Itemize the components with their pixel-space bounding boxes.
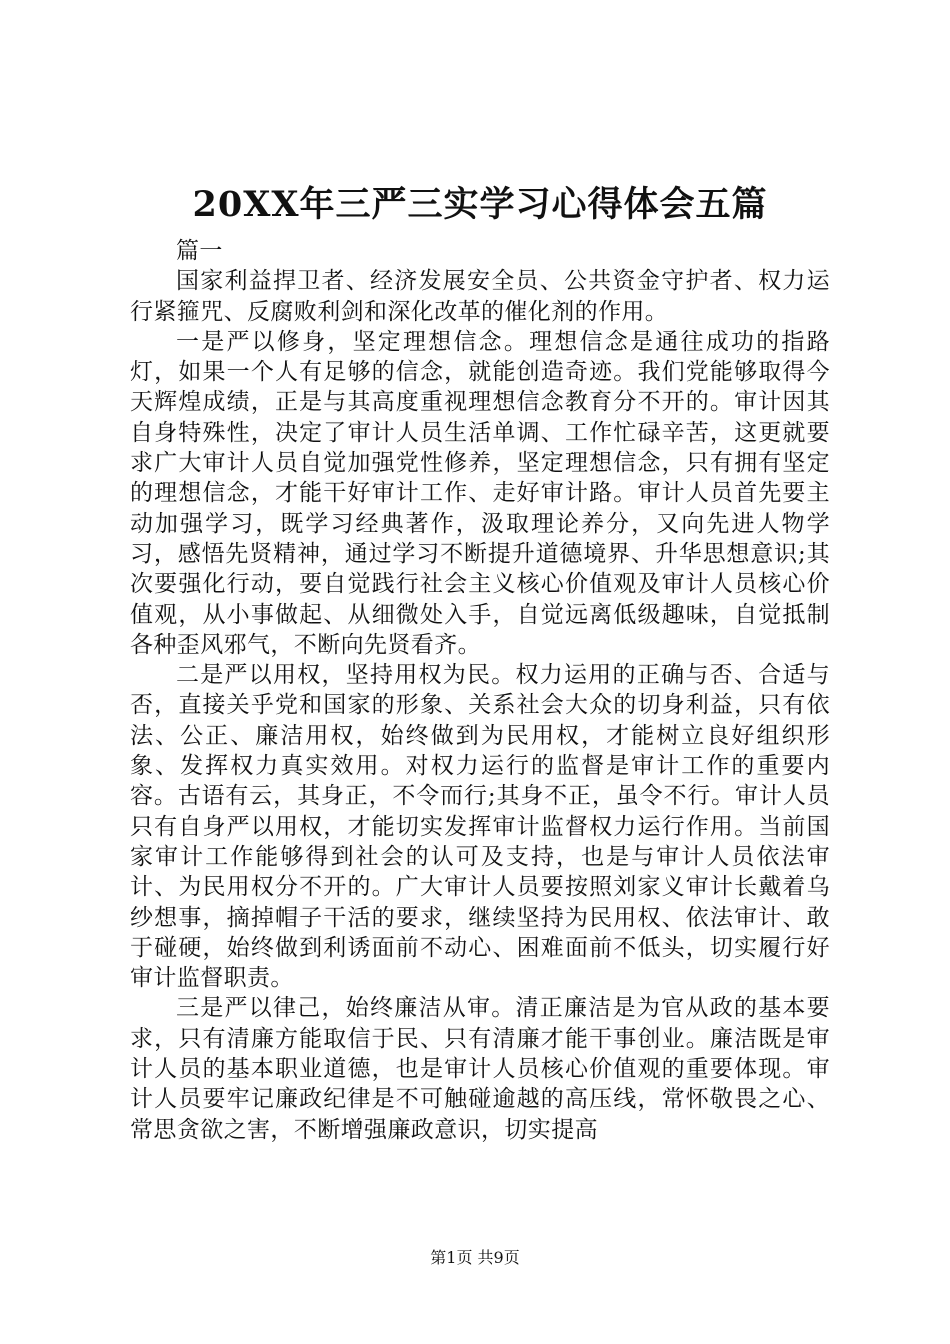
page-number-footer: 第1页 共9页 [430,1248,520,1267]
document-title: 20XX年三严三实学习心得体会五篇 [192,184,768,225]
paragraph: 二是严以用权，坚持用权为民。权力运用的正确与否、合适与否，直接关乎党和国家的形象、关系社会大众的切身利益，只有依法、公正、廉洁用权，始终做到为民用权，才能树立良好组织形象、发挥权力真实效用。对权力运行的监督是审计工作的重要内容。古语有云，其身正，不令而行;其身不正，虽令不行。审计人员只有自身严以用权，才能切实发挥审计监督权力运行作用。当前国家审计工作能够得到社会的认可及支持，也是与审计人员依法审计、为民用权分不开的。广大审计人员要按照刘家义审计长戴着乌纱想事，摘掉帽子干活的要求，继续坚持为民用权、依法审计、敢于碰硬，始终做到利诱面前不动心、困难面前不低头，切实履行好审计监督职责。 [130,662,830,992]
paragraph: 三是严以律己，始终廉洁从审。清正廉洁是为官从政的基本要求，只有清廉方能取信于民、只有清廉才能干事创业。廉洁既是审计人员的基本职业道德，也是审计人员核心价值观的重要体现。审计人员要牢记廉政纪律是不可触碰逾越的高压线，常怀敬畏之心、常思贪欲之害，不断增强廉政意识，切实提高 [130,995,830,1143]
paragraph: 一是严以修身，坚定理想信念。理想信念是通往成功的指路灯，如果一个人有足够的信念，就能创造奇迹。我们党能够取得今天辉煌成绩，正是与其高度重视理想信念教育分不开的。审计因其自身特殊性，决定了审计人员生活单调、工作忙碌辛苦，这更就要求广大审计人员自觉加强党性修养，坚定理想信念，只有拥有坚定的理想信念，才能干好审计工作、走好审计路。审计人员首先要主动加强学习，既学习经典著作，汲取理论养分，又向先进人物学习，感悟先贤精神，通过学习不断提升道德境界、升华思想意识;其次要强化行动，要自觉践行社会主义核心价值观及审计人员核心价值观，从小事做起、从细微处入手，自觉远离低级趣味，自觉抵制各种歪风邪气，不断向先贤看齐。 [130,328,830,658]
section-heading: 篇一 [176,238,223,264]
document-body [130,180,830,1145]
paragraph: 国家利益捍卫者、经济发展安全员、公共资金守护者、权力运行紧箍咒、反腐败利剑和深化改革的催化剂的作用。 [130,268,830,325]
